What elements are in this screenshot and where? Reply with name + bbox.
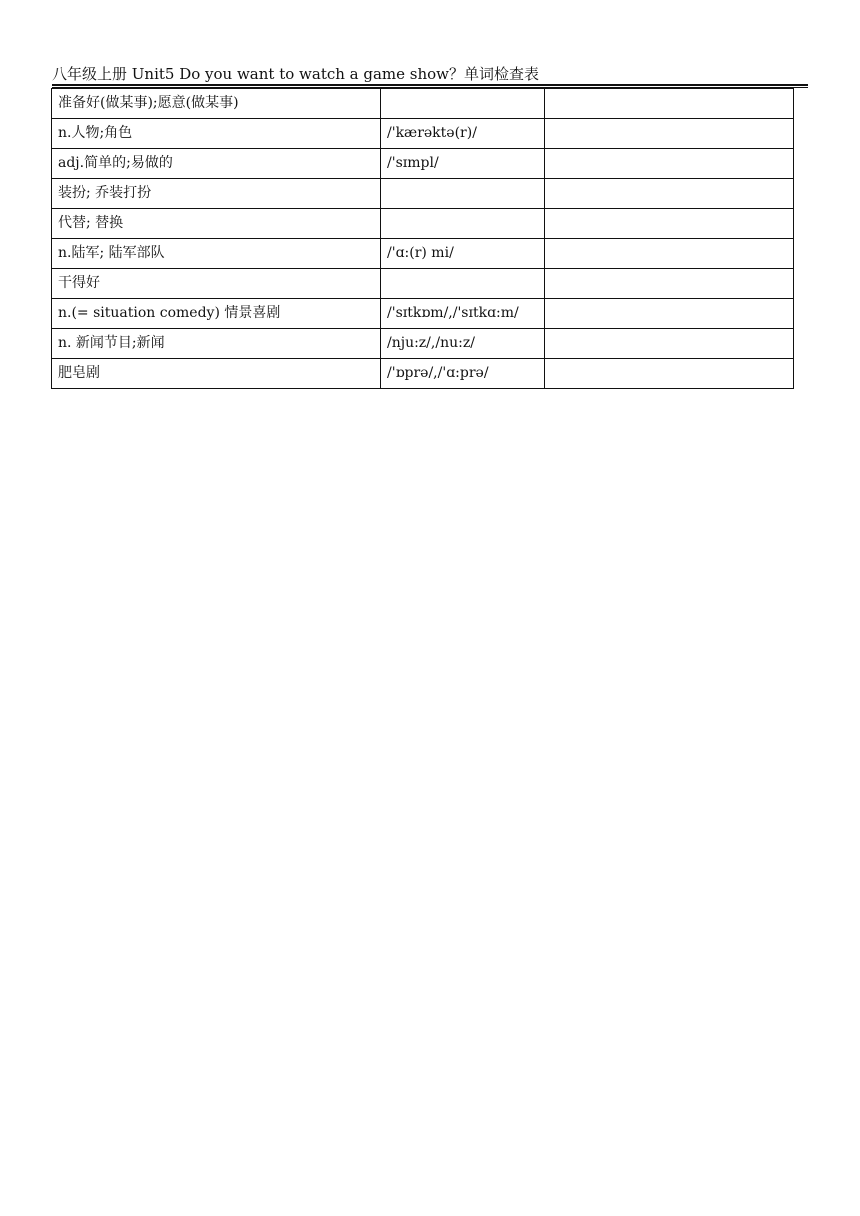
phonetic-cell: /'sɪmpl/ [381,149,545,179]
vocabulary-table-body [52,89,794,389]
word-answer-cell[interactable] [545,149,794,179]
phonetic-cell: /'ɑ:(r) mi/ [381,239,545,269]
table-row [52,359,794,389]
meaning-cell: n.(= situation comedy) 情景喜剧 [52,299,381,329]
phonetic-cell [381,269,545,299]
phonetic-cell [381,179,545,209]
table-row [52,149,794,179]
meaning-cell: n. 新闻节目;新闻 [52,329,381,359]
phonetic-cell: /'ɒprə/,/'ɑ:prə/ [381,359,545,389]
table-row [52,299,794,329]
word-answer-cell[interactable] [545,299,794,329]
word-answer-cell[interactable] [545,239,794,269]
meaning-cell: 肥皂剧 [52,359,381,389]
phonetic-cell [381,209,545,239]
meaning-cell: n.陆军; 陆军部队 [52,239,381,269]
table-row [52,209,794,239]
table-row [52,269,794,299]
meaning-cell: 装扮; 乔装打扮 [52,179,381,209]
word-answer-cell[interactable] [545,209,794,239]
meaning-cell: 代替; 替换 [52,209,381,239]
meaning-cell: n.人物;角色 [52,119,381,149]
word-answer-cell[interactable] [545,89,794,119]
word-answer-cell[interactable] [545,269,794,299]
vocabulary-table [51,88,794,389]
word-answer-cell[interactable] [545,179,794,209]
phonetic-cell: /nju:z/,/nu:z/ [381,329,545,359]
meaning-cell: 准备好(做某事);愿意(做某事) [52,89,381,119]
table-row [52,119,794,149]
table-row [52,239,794,269]
meaning-cell: adj.简单的;易做的 [52,149,381,179]
phonetic-cell: /'kærəktə(r)/ [381,119,545,149]
meaning-cell: 干得好 [52,269,381,299]
table-row [52,329,794,359]
table-row [52,89,794,119]
header-rule-thick [52,84,808,86]
word-answer-cell[interactable] [545,329,794,359]
table-row [52,179,794,209]
word-answer-cell[interactable] [545,359,794,389]
page-title: 八年级上册 Unit5 Do you want to watch a game show？单词检查表 [52,65,540,83]
phonetic-cell [381,89,545,119]
word-answer-cell[interactable] [545,119,794,149]
phonetic-cell: /'sɪtkɒm/,/'sɪtkɑ:m/ [381,299,545,329]
